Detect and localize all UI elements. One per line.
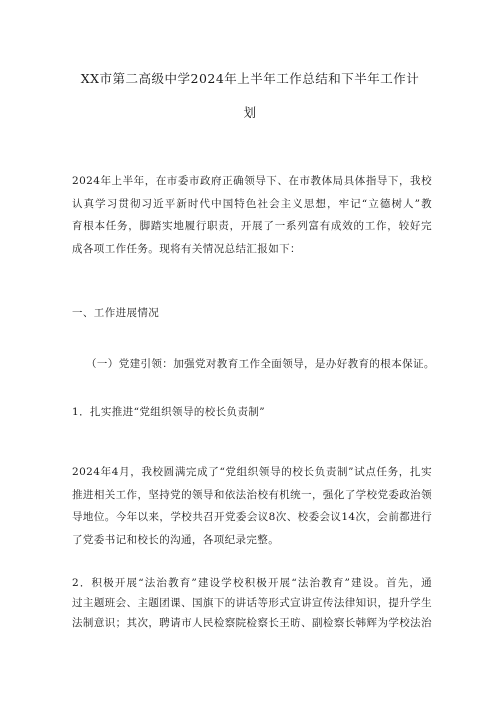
intro-paragraph [72, 170, 432, 260]
item2-line-2: 过主题班会、主题团课、国旗下的讲话等形式宣讲宣传法律知识，提升学生 [72, 597, 432, 609]
item1-paragraph [72, 461, 432, 551]
intro-line-1: 2024年上半年，在市委市政府正确领导下、在市教体局具体指导下，我校 [72, 175, 432, 187]
item1-heading: 1．扎实推进“党组织领导的校长负责制” [72, 406, 266, 418]
intro-line-3: 育根本任务，脚踏实地履行职责，开展了一系列富有成效的工作，较好完 [72, 220, 432, 232]
intro-line-2: 认真学习贯彻习近平新时代中国特色社会主义思想，牢记“立德树人”教 [72, 197, 432, 210]
document-title-line-1: XX市第二高级中学2024年上半年工作总结和下半年工作计 [80, 71, 420, 86]
item2-paragraph [72, 573, 432, 633]
item1-line-4: 了党委书记和校长的沟通，各项纪录完整。 [72, 533, 280, 546]
item1-line-2: 推进相关工作，坚持党的领导和依法治校有机统一，强化了学校党委政治领 [72, 488, 432, 501]
item2-line-1: 2．积极开展“法治教育”建设学校积极开展“法治教育”建设。首先，通 [72, 577, 432, 589]
item2-line-3: 法制意识；其次，聘请市人民检察院检察长王昉、副检察长韩辉为学校法治 [72, 617, 432, 629]
intro-line-4: 成各项工作任务。现将有关情况总结汇报如下： [72, 242, 301, 255]
section-heading: 一、工作进展情况 [72, 307, 160, 319]
item1-line-1: 2024年4月，我校圆满完成了“党组织领导的校长负责制”试点任务，扎实 [72, 466, 432, 478]
subsection-heading: （一）党建引领：加强党对教育工作全面领导，是办好教育的根本保证。 [86, 358, 435, 370]
document-title-line-2: 划 [243, 105, 257, 120]
item1-line-3: 导地位。今年以来，学校共召开党委会议8次、校委会议14次，会前都进行 [72, 511, 432, 523]
